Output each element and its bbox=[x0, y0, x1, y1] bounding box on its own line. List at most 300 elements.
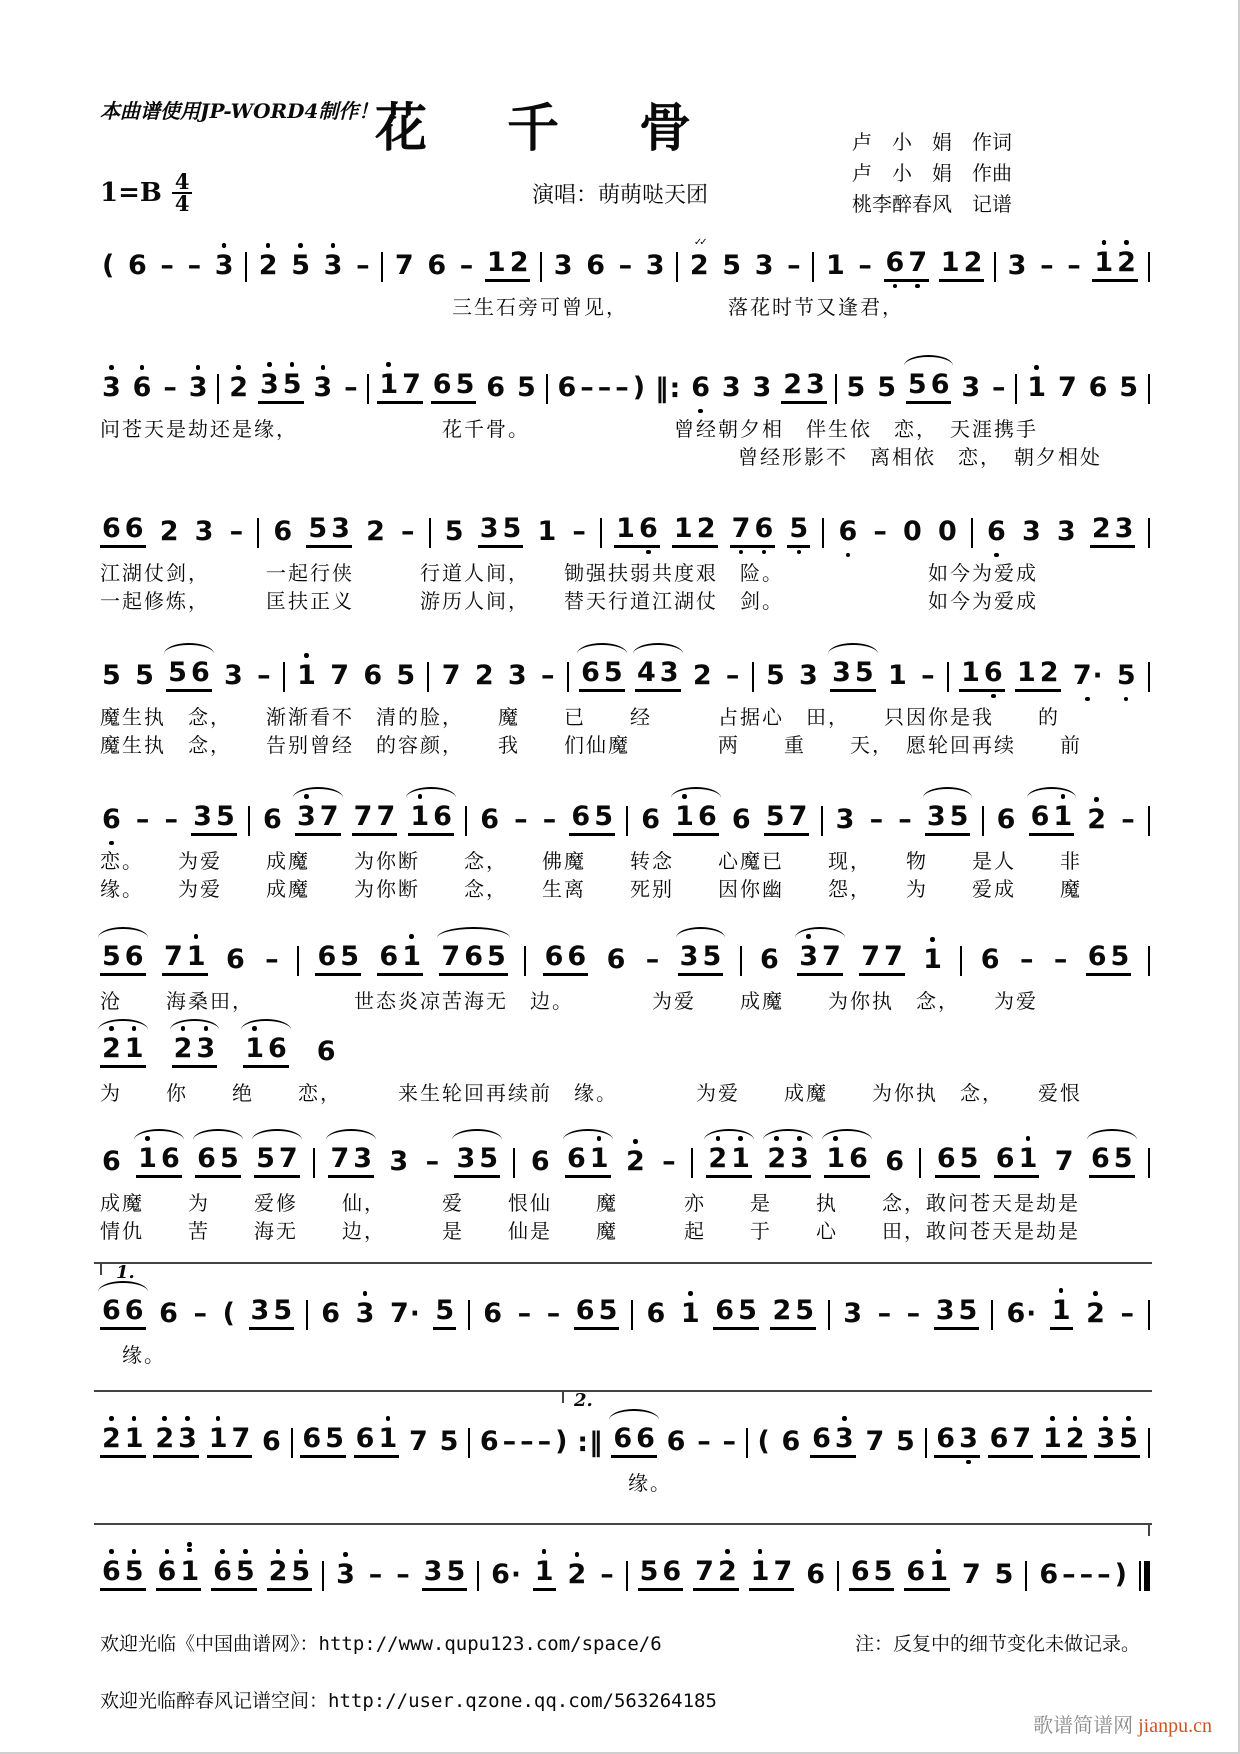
note-token: 2 bbox=[474, 660, 494, 691]
note-token: – bbox=[193, 1298, 208, 1329]
music-line-7 bbox=[100, 1016, 1150, 1108]
slur-arc bbox=[452, 1129, 502, 1140]
octave-dot-above bbox=[376, 1416, 399, 1421]
note-token: 7 1 bbox=[162, 943, 208, 976]
octave-dot-above bbox=[100, 1026, 123, 1031]
note-token: 3 5 bbox=[1094, 1425, 1140, 1458]
slur-arc bbox=[437, 927, 509, 938]
note-token: 6 bbox=[100, 806, 123, 836]
octave-dot-below bbox=[100, 841, 123, 846]
lyric-row: 沧 海桑田， 世态炎凉苦海无 边。 为爱 成魔 为你执 念， 为爱 bbox=[100, 991, 1038, 1013]
slur-arc bbox=[164, 643, 214, 654]
note-token: 5 3 bbox=[306, 515, 352, 548]
note-token: 1 7 bbox=[207, 1425, 253, 1458]
note-token: 0 bbox=[937, 516, 957, 547]
octave-dot-above bbox=[185, 934, 208, 939]
octave-dot-below bbox=[884, 284, 907, 289]
note-row bbox=[100, 784, 1150, 848]
barline bbox=[691, 1148, 693, 1178]
lyric-row: 恋。 为爱 成魔 为你断 念， 佛魔 转念 心魔已 现， 物 是人 非 bbox=[100, 851, 1082, 873]
octave-dot-below bbox=[985, 553, 1008, 558]
barline bbox=[1148, 946, 1150, 976]
volta-bracket bbox=[100, 1517, 1150, 1539]
music-line-4 bbox=[100, 640, 1150, 760]
note-token: 2 3 bbox=[765, 1145, 811, 1178]
note-token: 6 1 bbox=[354, 1425, 400, 1458]
octave-dot-above bbox=[123, 1026, 146, 1031]
octave-dot-above bbox=[765, 1136, 788, 1141]
lyric-row: 魔生执 念， 渐渐看不 清的脸， 魔 已 经 占据心 田， 只因你是我 的 bbox=[100, 707, 1060, 729]
octave-dot-above bbox=[377, 362, 400, 367]
barline bbox=[1148, 374, 1150, 404]
note-row bbox=[100, 1126, 1150, 1190]
note-token: 2 3 bbox=[1090, 515, 1136, 548]
octave-dot-above bbox=[1094, 1416, 1117, 1421]
slur-arc bbox=[98, 1281, 148, 1292]
octave-dot-above bbox=[354, 1291, 377, 1296]
octave-dot-above bbox=[187, 365, 210, 370]
note-token: 1 6 bbox=[243, 1035, 289, 1068]
note-token: 6 5 bbox=[713, 1297, 759, 1330]
note-token: 3 5 bbox=[830, 659, 876, 692]
note-token: – bbox=[600, 1559, 614, 1590]
octave-dot-above bbox=[921, 937, 944, 942]
note-token: 1 bbox=[537, 516, 557, 547]
final-barline bbox=[1139, 1561, 1150, 1591]
note-token: 7 bbox=[1054, 1146, 1074, 1177]
lyric-row: 江湖仗剑， 一起行侠 行道人间， 锄强扶弱共度艰 险。 如今为爱成 bbox=[100, 563, 1038, 585]
barline bbox=[752, 662, 754, 692]
slur-arc bbox=[98, 927, 148, 938]
lyric-row: 一起修炼， 匡扶正义 游历人间， 替天行道江湖仗 剑。 如今为爱成 bbox=[100, 591, 1038, 613]
note-token: 6 5 bbox=[195, 1145, 241, 1178]
note-token: 7 bbox=[409, 1426, 428, 1457]
note-token: 3 bbox=[322, 252, 345, 282]
barline bbox=[925, 1428, 927, 1458]
octave-dot-above bbox=[729, 1136, 752, 1141]
music-line-1 bbox=[100, 230, 1150, 322]
barline bbox=[513, 1148, 515, 1178]
octave-dot-above bbox=[588, 1136, 611, 1141]
note-token: – bbox=[1053, 944, 1068, 975]
note-token: 6 1 bbox=[377, 943, 423, 976]
note-row bbox=[100, 1539, 1150, 1603]
octave-dot-above bbox=[408, 794, 431, 799]
note-token: 6 bbox=[225, 944, 245, 975]
note-token: 6 – – – ) bbox=[557, 372, 646, 403]
note-token: 6 bbox=[641, 804, 661, 835]
note-token: – bbox=[514, 804, 528, 835]
barline bbox=[468, 1300, 470, 1330]
octave-dot-above bbox=[1117, 1416, 1140, 1421]
note-token: 5 bbox=[895, 1426, 915, 1457]
slur-arc bbox=[676, 927, 726, 938]
note-token: – bbox=[160, 250, 174, 281]
note-token: 6 5 bbox=[100, 1558, 146, 1591]
note-token: 5 6 bbox=[100, 943, 146, 976]
note-token: 6 bbox=[980, 944, 1000, 975]
note-token: – bbox=[1067, 250, 1081, 281]
note-token: 3 5 bbox=[422, 1558, 468, 1591]
note-token: 6 bbox=[606, 944, 626, 975]
volta-bracket bbox=[100, 1384, 1150, 1411]
music-line-8 bbox=[100, 1126, 1150, 1246]
note-token: 6 5 bbox=[1086, 943, 1132, 976]
barline bbox=[1148, 252, 1150, 282]
lyric-row: 魔生执 念， 告别曾经 的容颜， 我 们仙魔 两 重 天， 愿轮回再续 前 bbox=[100, 735, 1082, 757]
octave-dot-below bbox=[730, 550, 753, 555]
barline bbox=[822, 518, 824, 548]
note-token: – bbox=[1019, 944, 1034, 975]
note-token: – bbox=[722, 1426, 736, 1457]
key-row bbox=[100, 168, 1140, 214]
note-token: 2 bbox=[1085, 806, 1108, 836]
note-token: ( bbox=[102, 250, 115, 281]
barline bbox=[982, 806, 984, 836]
note-token: 3 bbox=[754, 250, 774, 281]
note-token: 3 5 bbox=[258, 371, 304, 404]
note-token: 7 bbox=[865, 1426, 885, 1457]
note-token: 3 5 bbox=[191, 803, 237, 836]
note-token: 1 6 bbox=[673, 803, 719, 836]
lyric-row: 三生石旁可曾见， 落花时节又逢君， bbox=[100, 297, 904, 319]
note-token: 6 6 bbox=[611, 1425, 657, 1458]
slur-arc bbox=[923, 787, 973, 798]
note-token: 3 bbox=[645, 250, 665, 281]
octave-dot-below bbox=[689, 409, 712, 414]
octave-dot-above bbox=[1051, 794, 1074, 799]
note-token: – bbox=[187, 250, 202, 281]
note-token: – bbox=[344, 372, 358, 403]
note-token: 2 bbox=[692, 660, 712, 691]
octave-dot-below bbox=[957, 1460, 980, 1465]
music-line-10 bbox=[100, 1384, 1150, 1498]
note-token: 6 bbox=[646, 1298, 666, 1329]
note-token: 7 bbox=[441, 660, 461, 691]
note-token: – bbox=[164, 804, 179, 835]
note-token: – bbox=[425, 1146, 440, 1177]
barline bbox=[567, 662, 569, 692]
barline bbox=[283, 662, 285, 692]
note-token: 1 6 bbox=[614, 515, 660, 548]
note-token: 7 bbox=[394, 250, 414, 281]
note-token: 3 bbox=[843, 1298, 863, 1329]
octave-dot-above bbox=[749, 1549, 772, 1554]
barline bbox=[676, 252, 678, 282]
repeat-end-sign: :‖ bbox=[577, 1427, 604, 1458]
barline bbox=[291, 1428, 293, 1458]
note-token: 1 2 bbox=[672, 515, 718, 548]
note-token: 6 1 bbox=[994, 1145, 1040, 1178]
octave-dot-above bbox=[624, 1139, 647, 1144]
note-token: 3 bbox=[553, 250, 573, 281]
octave-dot-above bbox=[311, 365, 334, 370]
note-token: – bbox=[725, 660, 740, 691]
key-text: 1=B bbox=[100, 178, 162, 208]
note-token: 6 bbox=[781, 1426, 801, 1457]
barline bbox=[746, 1428, 748, 1458]
barline bbox=[297, 946, 299, 976]
octave-dot-above bbox=[207, 1416, 230, 1421]
note-token: 2 bbox=[366, 516, 385, 547]
slur-arc bbox=[326, 1129, 376, 1140]
note-token: 6 5 bbox=[849, 1558, 895, 1591]
note-token: 3 bbox=[194, 516, 214, 547]
note-token: 6 7 bbox=[988, 1425, 1034, 1458]
note-token: 6 bbox=[480, 804, 500, 835]
octave-dot-above bbox=[1085, 797, 1108, 802]
note-row bbox=[100, 230, 1150, 294]
barline bbox=[947, 662, 949, 692]
note-token: 5 bbox=[444, 516, 464, 547]
octave-dot-above bbox=[257, 243, 280, 248]
barline bbox=[381, 252, 383, 282]
barline bbox=[313, 1148, 315, 1178]
volta-label: 1. bbox=[116, 1262, 135, 1283]
octave-dot-above bbox=[824, 1136, 847, 1141]
barline bbox=[600, 518, 602, 548]
note-token: 3 5 bbox=[934, 1297, 980, 1330]
octave-dot-above bbox=[194, 1026, 217, 1031]
note-token: 1 2 bbox=[485, 249, 531, 282]
note-token: 5 bbox=[289, 252, 312, 282]
note-token: 5 bbox=[877, 372, 897, 403]
barline bbox=[245, 252, 247, 282]
time-numerator: 4 bbox=[172, 172, 193, 194]
barline bbox=[1148, 806, 1150, 836]
note-token: 5 6 bbox=[638, 1558, 684, 1591]
note-token: 6 bbox=[836, 518, 859, 548]
octave-dot-above bbox=[211, 1549, 234, 1554]
note-token: 6 5 bbox=[579, 659, 625, 692]
barline bbox=[631, 1300, 633, 1330]
music-line-9 bbox=[100, 1256, 1150, 1370]
note-token: – bbox=[662, 1146, 676, 1177]
slur-arc bbox=[577, 643, 627, 654]
note-token: 7 bbox=[330, 660, 350, 691]
music-line-3 bbox=[100, 496, 1150, 616]
note-token: 6 5 bbox=[569, 803, 615, 836]
note-token: – bbox=[265, 944, 279, 975]
note-token: 7 7 bbox=[859, 943, 905, 976]
barline bbox=[465, 806, 467, 836]
barline bbox=[540, 252, 542, 282]
lyric-row: 缘。 bbox=[100, 1473, 672, 1495]
note-token: 3 bbox=[1021, 516, 1041, 547]
note-token: 6 1 bbox=[904, 1558, 950, 1591]
note-token: 3 bbox=[961, 372, 981, 403]
note-token: 6 · bbox=[491, 1559, 521, 1590]
note-token: 3 bbox=[187, 374, 210, 404]
note-token: – bbox=[163, 372, 177, 403]
note-token: 6 1 bbox=[1029, 803, 1075, 836]
octave-dot-below bbox=[752, 550, 775, 555]
barline bbox=[306, 1300, 308, 1330]
note-token: 7 2 bbox=[693, 1558, 739, 1591]
note-token: – bbox=[542, 804, 557, 835]
barline bbox=[626, 1561, 628, 1591]
octave-dot-above bbox=[533, 1549, 556, 1554]
repeat-note: 注：反复中的细节变化未做记录。 bbox=[854, 1633, 1140, 1655]
barline bbox=[994, 252, 996, 282]
note-token: 1 bbox=[295, 662, 318, 692]
note-token: – bbox=[877, 1298, 892, 1329]
octave-dot-above bbox=[227, 365, 250, 370]
note-token: 5 bbox=[516, 372, 536, 403]
note-token: – bbox=[396, 1559, 410, 1590]
note-token: 6 bbox=[689, 374, 712, 404]
note-token: 2 3 bbox=[781, 371, 827, 404]
note-token: 5 bbox=[439, 1426, 459, 1457]
octave-dot-above bbox=[123, 1549, 146, 1554]
barline bbox=[960, 946, 962, 976]
octave-dot-above bbox=[213, 243, 236, 248]
octave-dot-above bbox=[706, 1136, 729, 1141]
octave-dot-above bbox=[100, 1416, 123, 1421]
note-token: 3 5 bbox=[925, 803, 971, 836]
note-token: 6 – – – ) bbox=[1039, 1559, 1127, 1590]
note-row bbox=[100, 924, 1150, 988]
lyric-row: 曾经形影不 离相依 恋， 朝夕相处 bbox=[100, 447, 1102, 469]
note-token: 3 7 bbox=[797, 943, 843, 976]
note-row bbox=[100, 352, 1150, 416]
note-token: – bbox=[356, 250, 370, 281]
note-token: 3 bbox=[224, 660, 243, 691]
note-token: – bbox=[135, 804, 150, 835]
barline bbox=[429, 518, 431, 548]
note-token: 2 bbox=[227, 374, 250, 404]
note-token: 1 bbox=[921, 946, 944, 976]
octave-dot-above bbox=[131, 365, 154, 370]
note-token: 5 bbox=[1119, 372, 1139, 403]
note-token: 2 bbox=[257, 252, 280, 282]
note-token: 3 bbox=[752, 372, 772, 403]
slur-arc bbox=[1087, 1129, 1137, 1140]
note-token: 6 7 bbox=[884, 249, 930, 282]
barline bbox=[1148, 1428, 1150, 1458]
octave-dot-above bbox=[400, 934, 423, 939]
note-token: 7 6 bbox=[730, 515, 776, 548]
note-token: 1 2 bbox=[1092, 249, 1138, 282]
octave-dot-above bbox=[295, 653, 318, 658]
barline bbox=[971, 518, 973, 548]
footer-row-1 bbox=[100, 1629, 1140, 1656]
octave-dot-above bbox=[267, 1549, 290, 1554]
octave-dot-above bbox=[258, 362, 281, 367]
barline bbox=[367, 374, 369, 404]
volta-label: 2. bbox=[574, 1390, 593, 1411]
octave-dot-above bbox=[289, 243, 312, 248]
barline bbox=[626, 806, 628, 836]
site-link-2: 欢迎光临醉春风记谱空间：http://user.qzone.qq.com/563264185 bbox=[100, 1690, 717, 1712]
note-token: 1 7 bbox=[749, 1558, 795, 1591]
barline bbox=[322, 1561, 324, 1591]
note-token: 2 5 bbox=[267, 1558, 313, 1591]
note-token: 3 bbox=[721, 372, 741, 403]
note-token: 5 bbox=[787, 515, 810, 548]
note-token: – bbox=[618, 250, 633, 281]
music-line-2 bbox=[100, 352, 1150, 472]
octave-dot-above bbox=[178, 1542, 201, 1552]
note-token: 1 2 bbox=[1015, 659, 1061, 692]
watermark bbox=[1033, 1709, 1212, 1738]
note-token: – bbox=[645, 944, 660, 975]
note-token: 2 5 bbox=[770, 1297, 816, 1330]
note-token: 1 2 bbox=[939, 249, 985, 282]
note-token: – bbox=[906, 1298, 921, 1329]
music-line-11 bbox=[100, 1517, 1150, 1603]
time-denominator: 4 bbox=[174, 191, 190, 216]
octave-dot-above bbox=[679, 1291, 702, 1296]
barline bbox=[1148, 662, 1150, 692]
note-row bbox=[100, 1406, 1150, 1470]
note-token: 1 6 bbox=[408, 803, 454, 836]
octave-dot-above bbox=[100, 365, 123, 370]
octave-dot-above bbox=[788, 1136, 811, 1141]
note-token: 7 · bbox=[390, 1298, 420, 1329]
note-token: 6 bbox=[666, 1426, 686, 1457]
note-token: 3 bbox=[1056, 516, 1076, 547]
octave-dot-above bbox=[123, 1416, 146, 1421]
note-token: – bbox=[1120, 1298, 1135, 1329]
note-token: 6 bbox=[985, 518, 1008, 548]
note-token: 6 3 bbox=[810, 1425, 856, 1458]
octave-dot-below bbox=[982, 694, 1005, 699]
note-token: 1 6 bbox=[824, 1145, 870, 1178]
octave-dot-above bbox=[295, 794, 318, 799]
note-token: – bbox=[459, 250, 474, 281]
lyric-row: 为 你 绝 恋， 来生轮回再续前 缘。 为爱 成魔 为你执 念， 爱恨 bbox=[100, 1083, 1082, 1105]
barline bbox=[257, 518, 259, 548]
watermark-domain: jianpu.cn bbox=[1138, 1715, 1212, 1737]
lyric-row: 缘。 bbox=[100, 1345, 166, 1367]
note-token: 1 6 bbox=[959, 659, 1005, 692]
octave-dot-above bbox=[1115, 240, 1138, 245]
barline bbox=[427, 662, 429, 692]
octave-dot-above bbox=[833, 1416, 856, 1421]
note-token: 6 bbox=[321, 1298, 341, 1329]
note-token: – bbox=[921, 660, 935, 691]
note-token: 3 bbox=[311, 374, 334, 404]
note-token: 5 7 bbox=[254, 1145, 300, 1178]
note-token: 2 bbox=[159, 516, 179, 547]
note-token: 1 7 bbox=[377, 371, 423, 404]
octave-dot-below bbox=[637, 550, 660, 555]
note-token: 6 – – – ) bbox=[479, 1426, 568, 1457]
header bbox=[0, 0, 1240, 218]
note-token: 6 bbox=[996, 804, 1016, 835]
note-token: 5 bbox=[135, 660, 154, 691]
barline bbox=[740, 946, 742, 976]
note-token: – bbox=[229, 516, 244, 547]
note-token: 6 5 bbox=[935, 1145, 981, 1178]
note-token: 5 bbox=[765, 660, 785, 691]
lyricist-credit: 卢 小 娟 作词 bbox=[852, 132, 1012, 154]
note-token: ( bbox=[222, 1298, 235, 1329]
watermark-site-name: 歌谱简谱网 bbox=[1033, 1715, 1134, 1737]
note-token: 6 bbox=[316, 1036, 336, 1067]
octave-dot-above bbox=[281, 362, 304, 367]
note-token: 3 bbox=[507, 660, 527, 691]
note-token: 6 6 bbox=[543, 943, 589, 976]
note-token: 6 bbox=[127, 250, 147, 281]
note-token: 6 · bbox=[1006, 1298, 1037, 1329]
barline bbox=[835, 374, 837, 404]
note-token: 3 bbox=[389, 1146, 409, 1177]
note-token: 5 bbox=[1115, 662, 1138, 692]
note-token: 5 bbox=[994, 1559, 1014, 1590]
barline bbox=[248, 806, 250, 836]
